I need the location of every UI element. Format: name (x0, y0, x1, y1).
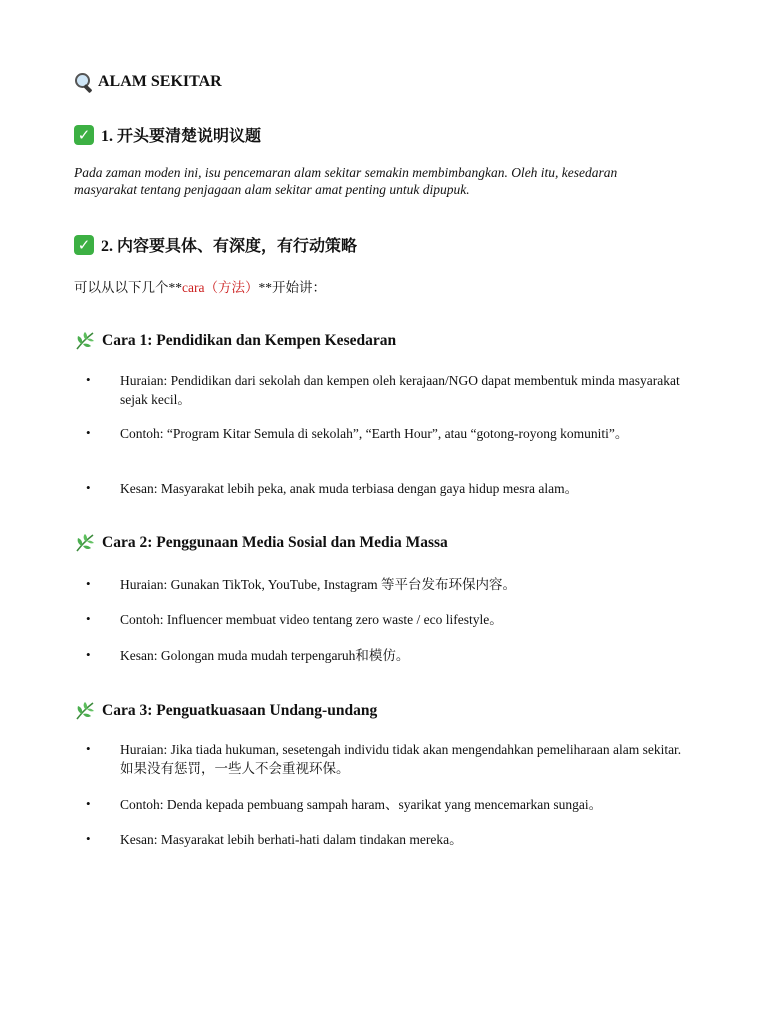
section-2-intro-start: 可以从以下几个** (74, 280, 182, 295)
section-1-heading (74, 123, 261, 146)
list-item-text: Huraian: Pendidikan dari sekolah dan kempen oleh kerajaan/NGO dapat membentuk minda masyarakat sejak kecil。 (120, 373, 680, 407)
bullet-marker: • (86, 611, 91, 626)
cara-2-heading (74, 533, 448, 553)
list-item-text: Contoh: “Program Kitar Semula di sekolah”, “Earth Hour”, atau “gotong-royong komuniti”。 (120, 426, 629, 441)
cara-1-heading-text: Cara 1: Pendidikan dan Kempen Kesedaran (102, 332, 397, 349)
bullet-marker: • (86, 576, 91, 591)
bullet-marker: • (86, 741, 91, 756)
section-2-heading-text: 2. 内容要具体、有深度，有行动策略 (101, 238, 358, 255)
check-mark-button-icon: ✓ (74, 125, 94, 145)
bullet-marker: • (86, 796, 91, 811)
bullet-marker: • (86, 647, 91, 662)
section-1-heading-text: 1. 开头要清楚说明议题 (101, 128, 262, 145)
list-item-text: Huraian: Jika tiada hukuman, sesetengah individu tidak akan mengendahkan pemeliharaan alam sekitar. 如果没有惩罚，一些人不会重视环保。 (120, 742, 682, 776)
bullet-marker: • (86, 372, 91, 387)
list-item-text: Contoh: Influencer membuat video tentang zero waste / eco lifestyle。 (120, 612, 503, 627)
section-2-heading (74, 233, 357, 256)
document-title (74, 72, 222, 92)
herb-leaf-icon (74, 331, 96, 351)
section-2-intro (74, 276, 326, 296)
herb-leaf-icon (74, 533, 96, 553)
section-2-intro-end: **开始讲： (258, 280, 326, 295)
bullet-marker: • (86, 480, 91, 495)
section-1-body: Pada zaman moden ini, isu pencemaran alam sekitar semakin membimbangkan. Oleh itu, kesedaran masyarakat tentang penjagaan alam sekitar amat penting untuk dipupuk. (74, 165, 618, 197)
cara-2-heading-text: Cara 2: Penggunaan Media Sosial dan Media Massa (102, 534, 448, 551)
section-2-intro-highlight: cara（方法） (182, 280, 259, 295)
check-mark-button-icon: ✓ (74, 235, 94, 255)
bullet-marker: • (86, 425, 91, 440)
list-item-text: Huraian: Gunakan TikTok, YouTube, Instagram 等平台发布环保内容。 (120, 577, 517, 592)
magnifying-glass-icon (74, 72, 96, 92)
cara-1-heading (74, 331, 396, 351)
document-title-text: ALAM SEKITAR (98, 73, 222, 90)
list-item-text: Kesan: Masyarakat lebih berhati-hati dalam tindakan mereka。 (120, 832, 463, 847)
herb-leaf-icon (74, 701, 96, 721)
cara-3-heading (74, 701, 377, 721)
list-item-text: Contoh: Denda kepada pembuang sampah haram、syarikat yang mencemarkan sungai。 (120, 797, 603, 812)
cara-3-heading-text: Cara 3: Penguatkuasaan Undang-undang (102, 702, 378, 719)
list-item-text: Kesan: Masyarakat lebih peka, anak muda terbiasa dengan gaya hidup mesra alam。 (120, 481, 579, 496)
list-item-text: Kesan: Golongan muda mudah terpengaruh和模仿。 (120, 648, 410, 663)
bullet-marker: • (86, 831, 91, 846)
